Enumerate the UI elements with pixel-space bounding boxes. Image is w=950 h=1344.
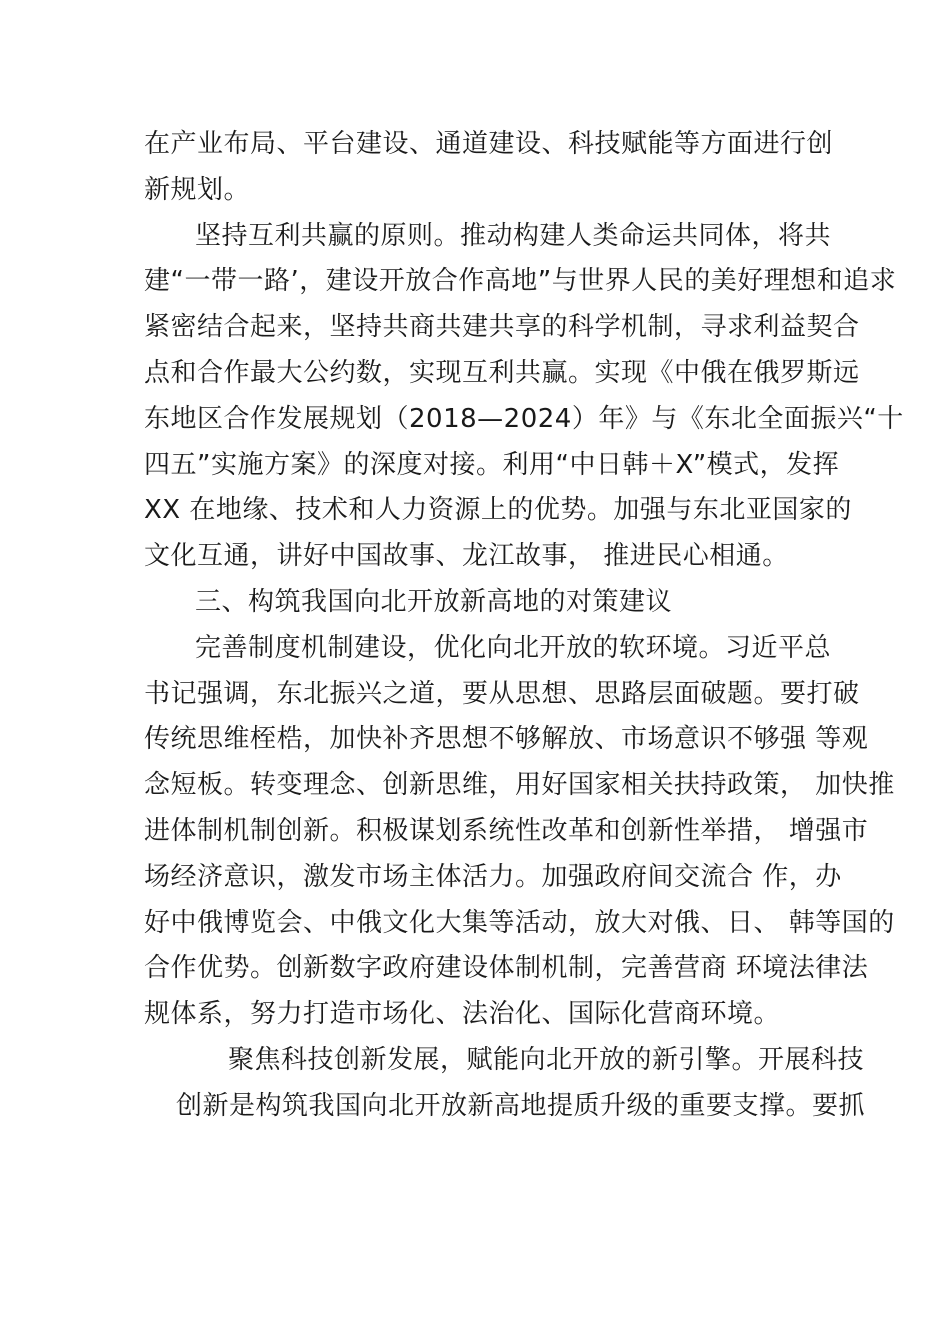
text-line: 好中俄博览会、中俄文化大集等活动，放大对俄、日、 韩等国的 xyxy=(144,908,895,938)
text-line: 传统思维桎梏，加快补齐思想不够解放、市场意识不够强 等观 xyxy=(144,724,869,754)
text-line: 紧密结合起来，坚持共商共建共享的科学机制，寻求利益契合 xyxy=(144,312,860,342)
text-line: 东地区合作发展规划（2018—2024）年》与《东北全面振兴“十 xyxy=(144,404,904,434)
text-line: 书记强调，东北振兴之道，要从思想、思路层面破题。要打破 xyxy=(144,679,860,709)
text-line: 聚焦科技创新发展，赋能向北开放的新引擎。开展科技 xyxy=(228,1045,865,1075)
text-line: 新规划。 xyxy=(144,175,251,205)
text-line: 进体制机制创新。积极谋划系统性改革和创新性举措， 增强市 xyxy=(144,816,869,846)
text-line: 在产业布局、平台建设、通道建设、科技赋能等方面进行创 xyxy=(144,129,834,159)
text-line: 建“一带一路’，建设开放合作高地”与世界人民的美好理想和追求 xyxy=(144,266,897,296)
text-line: 完善制度机制建设，优化向北开放的软环境。习近平总 xyxy=(195,633,832,663)
text-line: 四五”实施方案》的深度对接。利用“中日韩＋X”模式，发挥 xyxy=(144,450,840,480)
text-line: 念短板。转变理念、创新思维，用好国家相关扶持政策， 加快推 xyxy=(144,770,895,800)
section-heading: 三、构筑我国向北开放新高地的对策建议 xyxy=(195,587,673,617)
text-line: 规体系，努力打造市场化、法治化、国际化营商环境。 xyxy=(144,999,781,1029)
text-line: 文化互通，讲好中国故事、龙江故事， 推进民心相通。 xyxy=(144,541,789,571)
text-line: 点和合作最大公约数，实现互利共赢。实现《中俄在俄罗斯远 xyxy=(144,358,860,388)
text-line: 创新是构筑我国向北开放新高地提质升级的重要支撑。要抓 xyxy=(176,1091,866,1121)
text-line: 坚持互利共赢的原则。推动构建人类命运共同体，将共 xyxy=(195,221,832,251)
text-line: 合作优势。创新数字政府建设体制机制，完善营商 环境法律法 xyxy=(144,953,869,983)
text-line: XX 在地缘、技术和人力资源上的优势。加强与东北亚国家的 xyxy=(144,495,852,525)
text-line: 场经济意识，激发市场主体活力。加强政府间交流合 作，办 xyxy=(144,862,842,892)
